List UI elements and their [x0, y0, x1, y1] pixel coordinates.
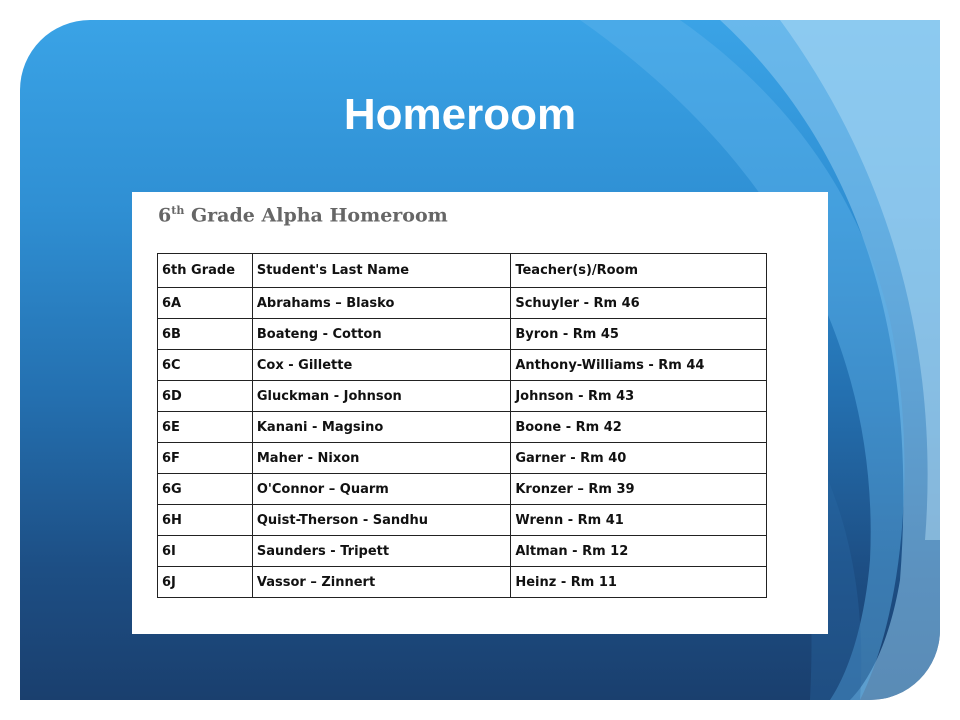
grade-cell: 6D	[158, 381, 253, 412]
grade-cell: 6B	[158, 319, 253, 350]
teacher-cell: Boone - Rm 42	[511, 412, 767, 443]
table-row	[158, 443, 767, 474]
table-header-row	[158, 254, 767, 288]
table-row	[158, 288, 767, 319]
student-cell: Maher - Nixon	[252, 443, 510, 474]
column-header-student: Student's Last Name	[252, 254, 510, 288]
teacher-cell: Kronzer – Rm 39	[511, 474, 767, 505]
student-cell: O'Connor – Quarm	[252, 474, 510, 505]
slide-title: Homeroom	[343, 90, 577, 139]
student-cell: Quist-Therson - Sandhu	[252, 505, 510, 536]
grade-cell: 6A	[158, 288, 253, 319]
table-row	[158, 350, 767, 381]
student-cell: Vassor – Zinnert	[252, 567, 510, 598]
teacher-cell: Schuyler - Rm 46	[511, 288, 767, 319]
grade-cell: 6J	[158, 567, 253, 598]
homeroom-document	[132, 192, 828, 634]
teacher-cell: Byron - Rm 45	[511, 319, 767, 350]
student-cell: Kanani - Magsino	[252, 412, 510, 443]
teacher-cell: Garner - Rm 40	[511, 443, 767, 474]
table-row	[158, 505, 767, 536]
student-cell: Boateng - Cotton	[252, 319, 510, 350]
table-row	[158, 536, 767, 567]
grade-cell: 6C	[158, 350, 253, 381]
teacher-cell: Wrenn - Rm 41	[511, 505, 767, 536]
document-heading: 6th Grade Alpha Homeroom	[158, 204, 448, 227]
student-cell: Saunders - Tripett	[252, 536, 510, 567]
grade-cell: 6E	[158, 412, 253, 443]
table-row	[158, 319, 767, 350]
table-row	[158, 381, 767, 412]
grade-cell: 6F	[158, 443, 253, 474]
student-cell: Gluckman - Johnson	[252, 381, 510, 412]
homeroom-table	[157, 253, 767, 598]
column-header-grade: 6th Grade	[158, 254, 253, 288]
column-header-teacher: Teacher(s)/Room	[511, 254, 767, 288]
table-row	[158, 412, 767, 443]
table-row	[158, 474, 767, 505]
slide-background	[20, 20, 940, 700]
student-cell: Abrahams – Blasko	[252, 288, 510, 319]
teacher-cell: Altman - Rm 12	[511, 536, 767, 567]
grade-cell: 6H	[158, 505, 253, 536]
grade-cell: 6I	[158, 536, 253, 567]
table-row	[158, 567, 767, 598]
teacher-cell: Heinz - Rm 11	[511, 567, 767, 598]
grade-cell: 6G	[158, 474, 253, 505]
student-cell: Cox - Gillette	[252, 350, 510, 381]
teacher-cell: Anthony-Williams - Rm 44	[511, 350, 767, 381]
teacher-cell: Johnson - Rm 43	[511, 381, 767, 412]
